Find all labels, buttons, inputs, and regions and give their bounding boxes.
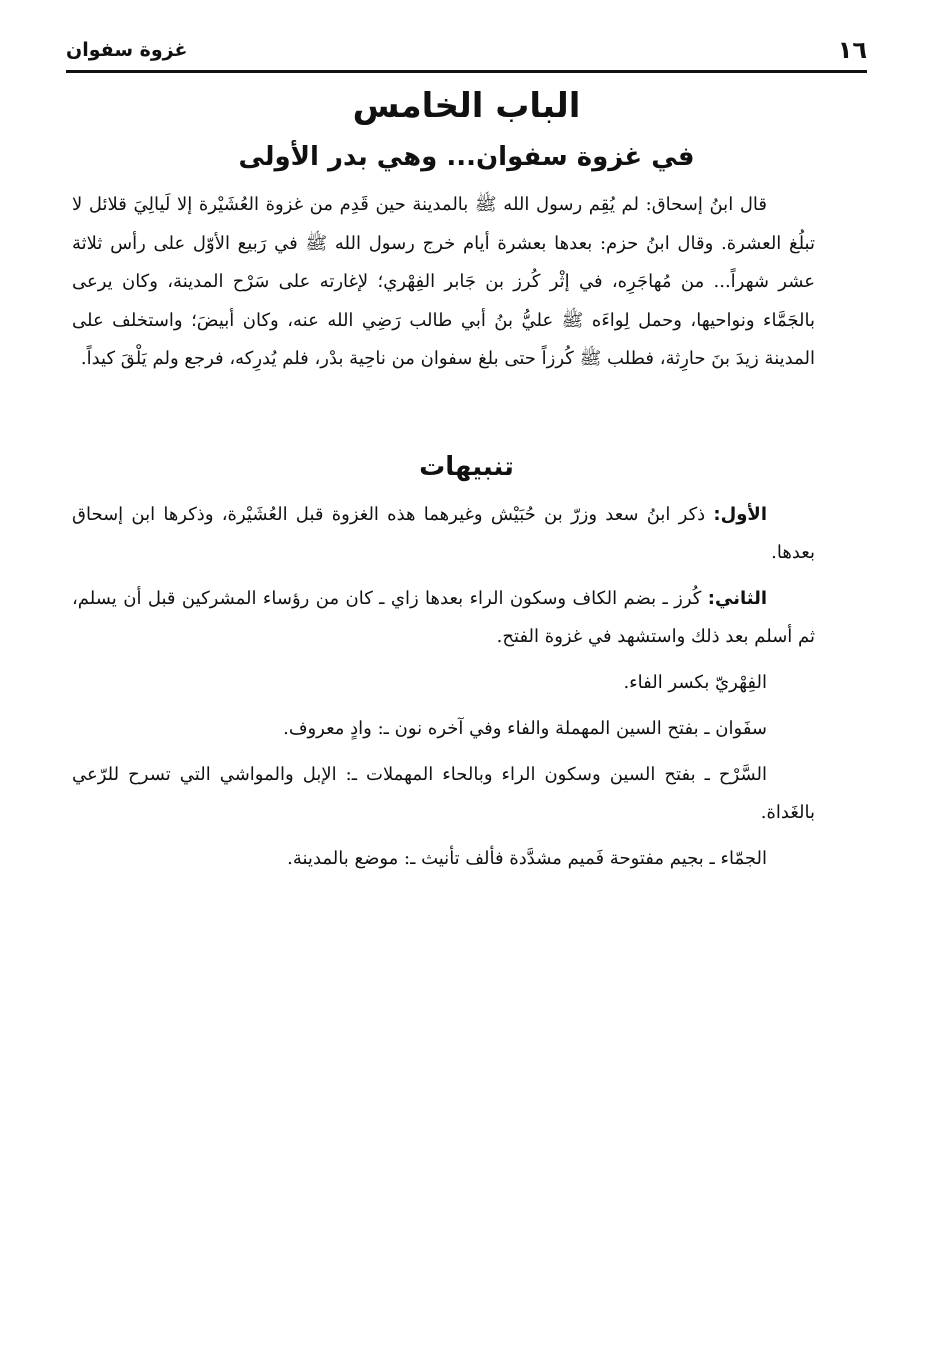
note-safwan	[72, 710, 815, 748]
note-text: الفِهْريّ بكسر الفاء.	[623, 672, 767, 693]
page-number: ١٦	[837, 36, 867, 64]
note-sarh	[72, 756, 815, 832]
note-jammaa	[72, 840, 815, 878]
notes-heading: تنبيهات	[419, 452, 514, 482]
notes-list	[72, 496, 815, 886]
note-second	[72, 580, 815, 656]
note-text: كُرز ـ بضم الكاف وسكون الراء بعدها زاي ـ كان من رؤساء المشركين قبل أن يسلم، ثم أسلم بعد ذلك واستشهد في غزوة الفتح.	[72, 588, 815, 647]
note-fihri	[72, 664, 815, 702]
running-header	[66, 30, 867, 73]
note-text: ذكر ابنُ سعد وزرّ بن حُبَيْش وغيرهما هذه الغزوة قبل العُشَيْرة، وذكرها ابن إسحاق بعدها.	[72, 504, 815, 563]
note-label: الثاني:	[707, 588, 767, 609]
note-label: الأول:	[713, 504, 767, 525]
note-first	[72, 496, 815, 572]
note-text: السَّرْح ـ بفتح السين وسكون الراء وبالحاء المهملات ـ: الإبل والمواشي التي تسرح للرّعي بالغَداة.	[72, 764, 815, 823]
main-paragraph: قال ابنُ إسحاق: لم يُقِم رسول الله ﷺ بالمدينة حين قَدِم من غزوة العُشَيْرة إلا لَيالِيَ قلائل لا تبلُغ العشرة. وقال ابنُ حزم: بعدها بعشرة أيام خرج رسول الله ﷺ في رَبيع الأوّل على رأس ثلاثة عشر شهراً... من مُهاجَرِه، في إثْر كُرز بن جَابر الفِهْري؛ لإغارته على سَرْح المدينة، وكان يرعى بالجَمَّاء ونواحيها، وحمل لِواءَه ﷺ عليُّ بنُ أبي طالب رَضِي الله عنه، وكان أبيضَ؛ واستخلف على المدينة زيدَ بنَ حارِثة، فطلب ﷺ كُرزاً حتى بلغ سفوان من ناحِية بدْر، فلم يُدرِكه، فرجع ولم يَلْقَ كيداً.	[72, 194, 815, 369]
running-title: غزوة سفوان	[66, 39, 188, 61]
note-text: الجمّاء ـ بجيم مفتوحة فَميم مشدَّدة فألف تأنيث ـ: موضع بالمدينة.	[287, 848, 767, 869]
note-text: سفَوان ـ بفتح السين المهملة والفاء وفي آخره نون ـ: وادٍ معروف.	[283, 718, 767, 739]
chapter-subtitle: في غزوة سفوان... وهي بدر الأولى	[238, 142, 695, 172]
chapter-title: الباب الخامس	[352, 86, 581, 126]
